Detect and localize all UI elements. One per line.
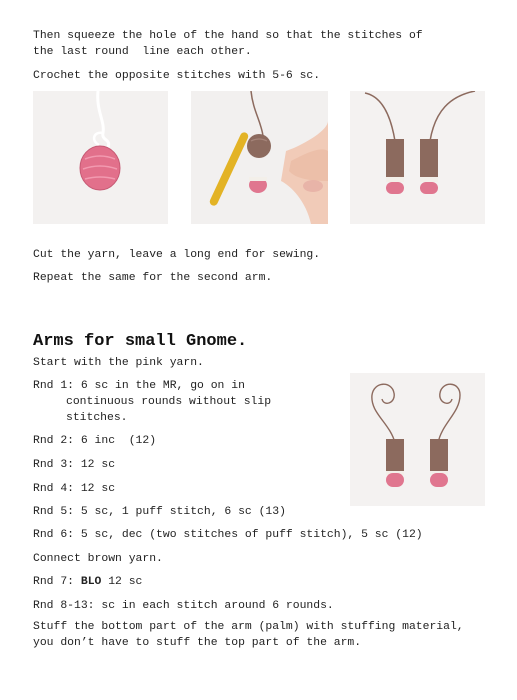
rnd8-13-line: Rnd 8-13: sc in each stitch around 6 rounds. [33,600,334,612]
stuff-line-1: Stuff the bottom part of the arm (palm) with stuffing material, [33,621,464,633]
intro-line-1: Then squeeze the hole of the hand so that the stitches of [33,30,423,42]
photo-small-arms [350,373,485,506]
rnd7-blo: BLO [80,576,102,588]
rnd1-line-1: Rnd 1: 6 sc in the MR, go on in [33,380,245,392]
rnd6-line: Rnd 6: 5 sc, dec (two stitches of puff stitch), 5 sc (12) [33,529,423,541]
intro-line-3: Crochet the opposite stitches with 5-6 sc. [33,70,321,82]
intro-line-2: the last round line each other. [33,46,252,58]
section-title: Arms for small Gnome. [33,332,248,351]
rnd7-prefix: Rnd 7: [33,576,81,588]
two-small-arms-with-yarn-photo-icon [350,373,485,506]
rnd2-line: Rnd 2: 6 inc (12) [33,435,157,447]
rnd5-line: Rnd 5: 5 sc, 1 puff stitch, 6 sc (13) [33,506,286,518]
crochet-hook-in-hand-photo-icon [191,91,328,224]
cut-yarn-line: Cut the yarn, leave a long end for sewing. [33,249,321,261]
crochet-pink-hand-photo-icon [33,91,168,224]
repeat-line: Repeat the same for the second arm. [33,272,273,284]
stuff-line-2: you don’t have to stuff the top part of the arm. [33,637,362,649]
rnd1-line-2: continuous rounds without slip [66,396,272,408]
start-line: Start with the pink yarn. [33,357,204,369]
rnd7-suffix: 12 sc [101,576,143,588]
connect-line: Connect brown yarn. [33,553,163,565]
rnd7-line [33,574,142,590]
photo-two-arms [350,91,485,224]
rnd4-line: Rnd 4: 12 sc [33,483,116,495]
rnd1-line-3: stitches. [66,412,128,424]
two-brown-pink-arms-photo-icon [350,91,485,224]
photo-pink-hand [33,91,168,224]
photo-hook-in-hand [191,91,328,224]
rnd3-line: Rnd 3: 12 sc [33,459,116,471]
